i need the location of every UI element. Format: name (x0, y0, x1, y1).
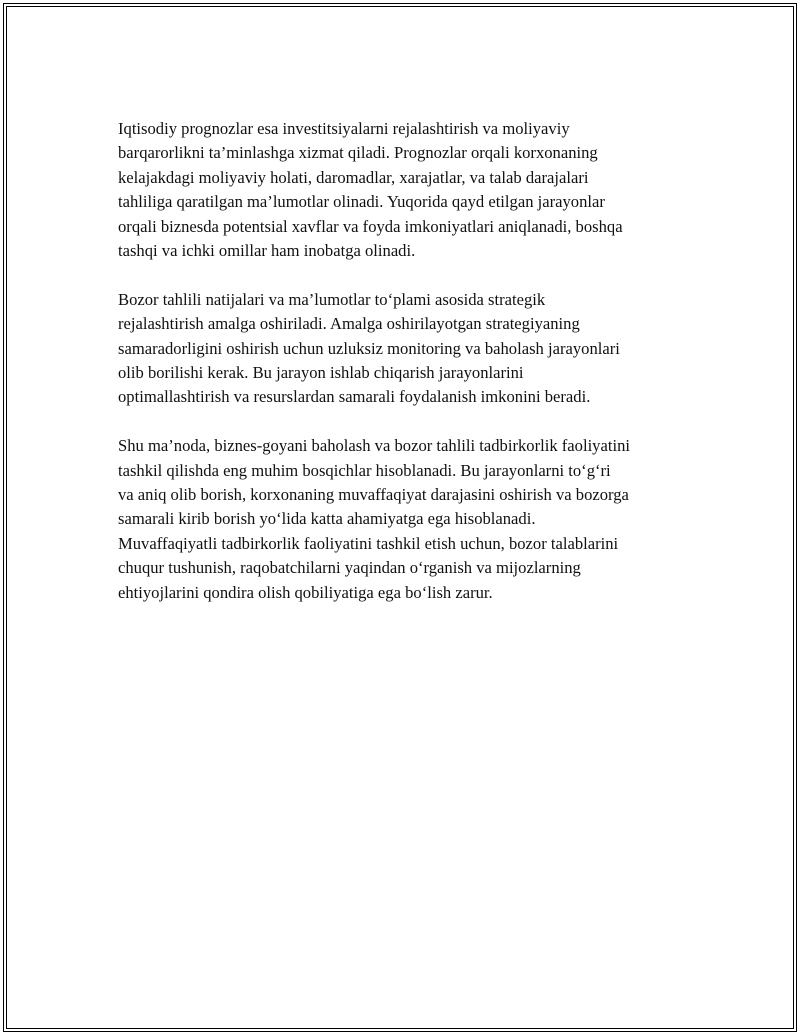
text-line: orqali biznesda potentsial xavflar va foyda imkoniyatlari aniqlanadi, boshqa (118, 216, 623, 236)
text-line: tashqi va ichki omillar ham inobatga olinadi. (118, 241, 416, 261)
paragraph-1 (118, 117, 693, 263)
text-line: olib borilishi kerak. Bu jarayon ishlab chiqarish jarayonlarini (118, 363, 524, 383)
text-line: samaradorligini oshirish uchun uzluksiz monitoring va baholash jarayonlari (118, 338, 620, 358)
text-line: Muvaffaqiyatli tadbirkorlik faoliyatini tashkil etish uchun, bozor talablarini (118, 533, 619, 553)
text-line: Bozor tahlili natijalari va ma’lumotlar to‘plami asosida strategik (118, 289, 546, 309)
text-line: va aniq olib borish, korxonaning muvaffaqiyat darajasini oshirish va bozorga (118, 485, 629, 505)
text-line: ehtiyojlarini qondira olish qobiliyatiga ega bo‘lish zarur. (118, 582, 493, 602)
text-line: Iqtisodiy prognozlar esa investitsiyalarni rejalashtirish va moliyaviy (118, 119, 570, 138)
paragraph-2 (118, 288, 693, 410)
text-line: tahliliga qaratilgan ma’lumotlar olinadi. Yuqorida qayd etilgan jarayonlar (118, 192, 605, 212)
text-line: samarali kirib borish yo‘lida katta ahamiyatga ega hisoblanadi. (118, 509, 536, 529)
text-line: barqarorlikni ta’minlashga xizmat qiladi. Prognozlar orqali korxonaning (118, 143, 598, 163)
document-body (118, 117, 693, 629)
text-line: tashkil qilishda eng muhim bosqichlar hisoblanadi. Bu jarayonlarni to‘g‘ri (118, 460, 611, 480)
text-line: optimallashtirish va resurslardan samarali foydalanish imkonini beradi. (118, 387, 591, 407)
text-line: chuqur tushunish, raqobatchilarni yaqindan o‘rganish va mijozlarning (118, 558, 581, 578)
text-line: Shu ma’noda, biznes-goyani baholash va bozor tahlili tadbirkorlik faoliyatini (118, 436, 630, 456)
paragraph-3 (118, 434, 693, 605)
text-line: kelajakdagi moliyaviy holati, daromadlar, xarajatlar, va talab darajalari (118, 167, 589, 187)
text-line: rejalashtirish amalga oshiriladi. Amalga oshirilayotgan strategiyaning (118, 314, 580, 334)
